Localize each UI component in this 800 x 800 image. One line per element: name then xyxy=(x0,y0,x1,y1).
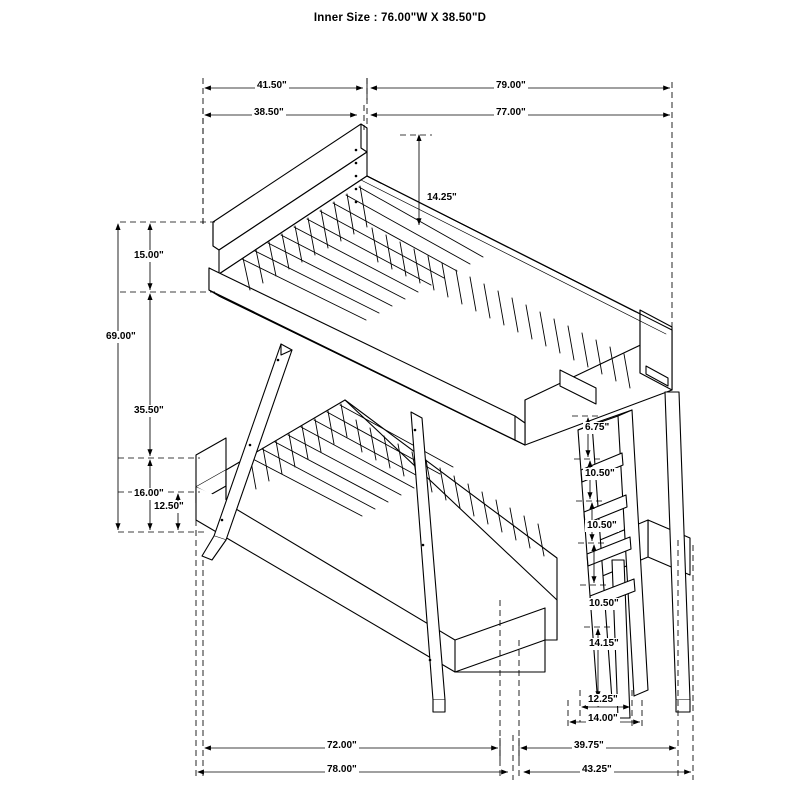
dimension-label-69-00: 69.00" xyxy=(106,331,136,342)
dimension-label-38-50: 38.50" xyxy=(254,107,284,118)
dimension-label-16-00: 16.00" xyxy=(134,488,164,499)
dimension-label-39-75: 39.75" xyxy=(574,740,604,751)
dimension-label-14-00: 14.00" xyxy=(588,713,618,724)
dimension-label-72-00: 72.00" xyxy=(327,740,357,751)
dimension-label-14-25: 14.25" xyxy=(427,192,457,203)
dimension-label-77-00: 77.00" xyxy=(496,107,526,118)
dimension-label-43-25: 43.25" xyxy=(582,764,612,775)
dimension-label-79-00: 79.00" xyxy=(496,80,526,91)
page-title: Inner Size : 76.00"W X 38.50"D xyxy=(313,12,487,24)
dimension-label-10-50-c: 10.50" xyxy=(589,598,619,609)
dimension-label-15-00: 15.00" xyxy=(134,250,164,261)
dimension-label-35-50: 35.50" xyxy=(134,405,164,416)
dimension-label-41-50: 41.50" xyxy=(257,80,287,91)
dimension-label-10-50-a: 10.50" xyxy=(585,468,615,479)
dimension-label-10-50-b: 10.50" xyxy=(587,520,617,531)
dimension-label-12-25: 12.25" xyxy=(588,694,618,705)
dimension-label-14-15: 14.15" xyxy=(589,638,619,649)
dimension-label-6-75: 6.75" xyxy=(585,422,610,433)
dimension-label-12-50: 12.50" xyxy=(154,501,184,512)
dimension-label-78-00: 78.00" xyxy=(327,764,357,775)
